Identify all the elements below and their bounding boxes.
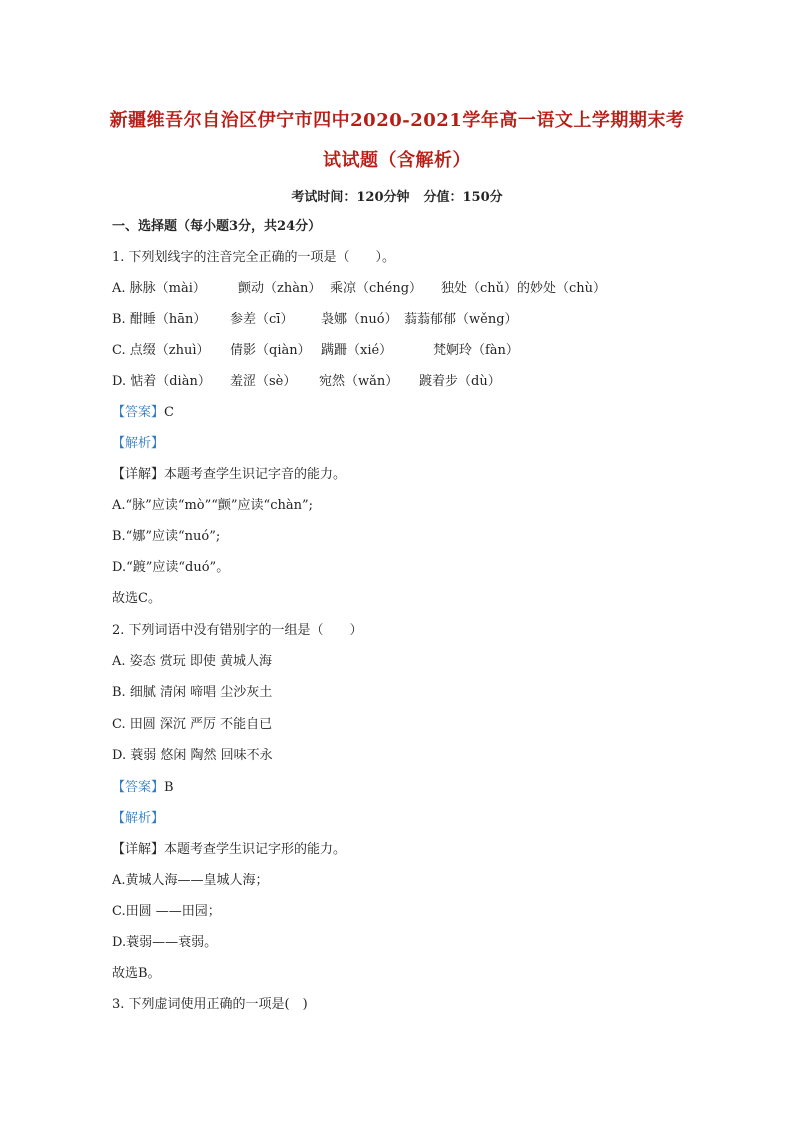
exam-time: 考试时间：120分钟 xyxy=(291,190,410,205)
answer-value: B xyxy=(164,780,174,795)
q1-option-c: C. 点缀（zhuì） 倩影（qiàn） 蹒跚（xié） 梵婀玲（fàn） xyxy=(112,343,519,358)
q2-option-a: A. 姿态 赏玩 即使 黄城人海 xyxy=(112,654,273,669)
q2-note-c: C.田圆 ——田园； xyxy=(112,904,221,919)
detail-text: 本题考查学生识记字形的能力。 xyxy=(164,842,347,857)
q3-stem: 3. 下列虚词使用正确的一项是( ) xyxy=(112,997,308,1012)
doc-title-line2: 试试题（含解析） xyxy=(323,150,471,171)
answer-value: C xyxy=(164,405,174,420)
answer-tag: 【答案】 xyxy=(112,405,165,420)
q2-stem: 2. 下列词语中没有错别字的一组是（ ） xyxy=(112,623,363,638)
q2-option-d: D. 蓑弱 悠闲 陶然 回味不永 xyxy=(112,748,273,763)
answer-tag: 【答案】 xyxy=(112,780,165,795)
q2-note-d: D.蓑弱——衰弱。 xyxy=(112,935,218,950)
q1-option-a: A. 脉脉（mài） 颤动（zhàn） 乘凉（chéng） 独处（chǔ）的妙处（chù） xyxy=(112,281,607,296)
q1-analysis-tag: 【解析】 xyxy=(112,436,165,451)
detail-tag: 【详解】 xyxy=(112,842,165,857)
exam-meta xyxy=(0,186,794,205)
q1-stem: 1. 下列划线字的注音完全正确的一项是（ ）。 xyxy=(112,250,396,265)
section-heading: 一、选择题（每小题3分，共24分） xyxy=(112,219,322,234)
q1-note-a: A.“脉”应读“mò”“颤”应读“chàn”; xyxy=(112,498,313,513)
q2-option-b: B. 细腻 清闲 啼唱 尘沙灰土 xyxy=(112,685,273,700)
detail-text: 本题考查学生识记字音的能力。 xyxy=(164,467,347,482)
q2-option-c: C. 田圆 深沉 严厉 不能自已 xyxy=(112,717,273,732)
q2-detail xyxy=(112,841,346,859)
q1-option-d: D. 惦着（diàn） 羞涩（sè） 宛然（wǎn） 踱着步（dù） xyxy=(112,374,501,389)
q1-conclusion: 故选C。 xyxy=(112,591,161,606)
q1-option-b: B. 酣睡（hān） 参差（cī） 袅娜（nuó） 蓊蓊郁郁（wěng） xyxy=(112,312,518,327)
q2-analysis-tag: 【解析】 xyxy=(112,811,165,826)
q2-answer xyxy=(112,779,174,797)
detail-tag: 【详解】 xyxy=(112,467,165,482)
q1-answer xyxy=(112,404,174,422)
doc-title-line1: 新疆维吾尔自治区伊宁市四中2020-2021学年高一语文上学期期末考 xyxy=(109,110,685,131)
q2-note-a: A.黄城人海——皇城人海； xyxy=(112,873,269,888)
exam-score: 分值：150分 xyxy=(423,190,503,205)
q2-conclusion: 故选B。 xyxy=(112,966,161,981)
q1-note-d: D.“踱”应读“duó”。 xyxy=(112,560,230,575)
q1-note-b: B.“娜”应读“nuó”; xyxy=(112,529,221,544)
q1-detail xyxy=(112,466,346,484)
